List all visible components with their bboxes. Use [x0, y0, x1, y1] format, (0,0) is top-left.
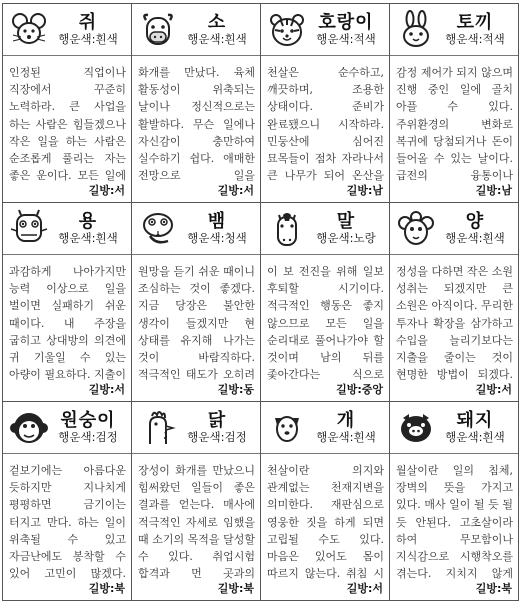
lucky-color: 행운색:검정 — [58, 430, 118, 445]
fortune-body — [132, 454, 260, 600]
zodiac-name: 토끼 — [456, 11, 494, 33]
lucky-direction: 길방:남 — [344, 182, 383, 198]
zodiac-card-6 — [132, 203, 261, 402]
zodiac-header — [3, 203, 131, 255]
zodiac-card-10 — [132, 402, 261, 601]
lucky-color: 행운색:흰색 — [445, 430, 505, 445]
horse-icon — [267, 209, 307, 249]
zodiac-name: 소 — [207, 11, 227, 33]
lucky-color: 행운색:흰색 — [187, 32, 247, 47]
zodiac-name: 개 — [336, 409, 356, 431]
zodiac-header — [390, 4, 518, 56]
lucky-direction: 길방:서 — [344, 580, 383, 596]
zodiac-titles — [436, 13, 514, 47]
zodiac-header — [3, 4, 131, 56]
zodiac-name: 용 — [78, 210, 98, 232]
zodiac-card-2 — [132, 4, 261, 203]
zodiac-header — [261, 4, 389, 56]
fortune-body — [132, 255, 260, 401]
zodiac-card-1 — [3, 4, 132, 203]
zodiac-name: 양 — [465, 210, 485, 232]
zodiac-header — [390, 402, 518, 454]
zodiac-titles — [436, 411, 514, 445]
lucky-direction: 길방:서 — [86, 381, 125, 397]
lucky-color: 행운색:노랑 — [316, 231, 376, 246]
snake-icon — [138, 209, 178, 249]
zodiac-titles — [436, 212, 514, 246]
fortune-text: 과감하게 나아가지만 능력 이상으로 일을 벌이면 실패하기 쉬운 때이다. 내 주장을 굽히고 상대방의 의견에 귀 기울일 수 있는 아량이 필요하다. 지출이 — [9, 265, 126, 380]
fortune-body — [3, 56, 131, 202]
zodiac-name: 원숭이 — [60, 409, 116, 431]
zodiac-titles — [307, 13, 385, 47]
zodiac-card-11 — [261, 402, 390, 601]
ox-icon — [138, 10, 178, 50]
fortune-text: 월살이란 일의 침체, 장벽의 뜻을 가지고 있다. 매사 일이 될 듯 될 듯 안된다. 고초살이라 하여 무모함이나 지식감으로 시행착오를 겪는다. 지치지 않게 — [396, 464, 513, 579]
fortune-body — [390, 255, 518, 401]
zodiac-header — [390, 203, 518, 255]
zodiac-name: 호랑이 — [318, 11, 374, 33]
zodiac-header — [3, 402, 131, 454]
lucky-direction: 길방:북 — [473, 580, 512, 596]
fortune-text: 천살이란 의지와 관계없는 천재지변을 의미한다. 재판심으로 영웅한 짓을 하게 되면 고립될 수도 있다. 마음은 있어도 몸이 따르지 않는다. 취침 시 — [267, 464, 384, 579]
zodiac-card-12 — [390, 402, 519, 601]
monkey-icon — [9, 408, 49, 448]
zodiac-name: 돼지 — [456, 409, 494, 431]
lucky-color: 행운색:청색 — [187, 231, 247, 246]
rooster-icon — [138, 408, 178, 448]
zodiac-titles — [307, 411, 385, 445]
lucky-direction: 길방:북 — [86, 580, 125, 596]
lucky-direction: 길방:중앙 — [333, 381, 383, 397]
fortune-body — [3, 255, 131, 401]
zodiac-card-7 — [261, 203, 390, 402]
fortune-text: 원망을 듣기 쉬운 때이니 조심하는 것이 좋겠다. 지금 당장은 불안한 생각이 들겠지만 현 상태를 유지해 나가는 것이 바람직하다. 적극적인 태도가 오히려 — [138, 265, 255, 380]
lucky-direction: 길방:남 — [473, 182, 512, 198]
lucky-direction: 길방:서 — [215, 182, 254, 198]
rat-icon — [9, 10, 49, 50]
lucky-color: 행운색:흰색 — [58, 32, 118, 47]
zodiac-titles — [49, 411, 127, 445]
sheep-icon — [396, 209, 436, 249]
lucky-direction: 길방:서 — [473, 381, 512, 397]
zodiac-card-4 — [390, 4, 519, 203]
zodiac-titles — [178, 212, 256, 246]
fortune-body — [261, 56, 389, 202]
fortune-text: 정성을 다하면 작은 소원 성취는 되겠지만 큰 소원은 아직이다. 무리한 투자나 확장을 삼가하고 수입을 늘리기보다는 지출을 줄이는 것이 현명한 방법이 되겠다. — [396, 265, 513, 380]
fortune-body — [132, 56, 260, 202]
fortune-body — [3, 454, 131, 600]
zodiac-header — [132, 203, 260, 255]
zodiac-name: 닭 — [207, 409, 227, 431]
tiger-icon — [267, 10, 307, 50]
dragon-icon — [9, 209, 49, 249]
lucky-direction: 길방:서 — [86, 182, 125, 198]
lucky-direction: 길방:북 — [215, 580, 254, 596]
fortune-text: 인정된 직업이나 직장에서 꾸준히 노력하라. 큰 사업을 하는 사람은 힘들겠으나 작은 일을 하는 사람은 순조롭게 풀리는 자는 좋은 운이다. 모든 일에 — [9, 66, 126, 181]
lucky-color: 행운색:검정 — [187, 430, 247, 445]
zodiac-name: 말 — [336, 210, 356, 232]
zodiac-header — [132, 4, 260, 56]
lucky-color: 행운색:적색 — [316, 32, 376, 47]
fortune-body — [261, 454, 389, 600]
fortune-text: 천살은 순수하고, 깨끗하며, 조용한 상태이다. 준비가 완료됐으니 시작하라. 민둥산에 심어진 묘목들이 점차 자라나서 큰 나무가 되어 온산을 — [267, 66, 384, 181]
fortune-body — [261, 255, 389, 401]
zodiac-titles — [49, 13, 127, 47]
zodiac-card-3 — [261, 4, 390, 203]
fortune-body — [390, 454, 518, 600]
zodiac-name: 쥐 — [78, 11, 98, 33]
lucky-direction: 길방:동 — [215, 381, 254, 397]
lucky-color: 행운색:흰색 — [58, 231, 118, 246]
lucky-color: 행운색:적색 — [445, 32, 505, 47]
zodiac-card-9 — [3, 402, 132, 601]
horoscope-grid — [2, 3, 519, 601]
fortune-text: 장성이 화개를 만났으니 힘써왔던 일들이 좋은 결과를 얻는다. 매사에 적극적인 자세로 임했을 때 소기의 목적을 달성할 수 있다. 취업시험 합격과 먼 곳과의 — [138, 464, 255, 579]
zodiac-titles — [178, 13, 256, 47]
zodiac-card-5 — [3, 203, 132, 402]
dog-icon — [267, 408, 307, 448]
pig-icon — [396, 408, 436, 448]
fortune-text: 이 보 전진을 위해 일보 후퇴할 시기이다. 적극적인 행동은 좋지 않으므로 모든 일을 순리대로 풀어나가야 할 것이며 남의 뒤를 좇아간다는 식으로 — [267, 265, 384, 380]
zodiac-header — [261, 203, 389, 255]
fortune-text: 화개를 만났다. 육체 활동성이 위축되는 날이나 정신적으로는 활발하다. 무슨 일에나 자신감이 충만하여 실수하기 쉽다. 애매한 전망으로 일을 — [138, 66, 255, 181]
zodiac-titles — [178, 411, 256, 445]
zodiac-titles — [307, 212, 385, 246]
zodiac-card-8 — [390, 203, 519, 402]
lucky-color: 행운색:흰색 — [445, 231, 505, 246]
rabbit-icon — [396, 10, 436, 50]
zodiac-header — [261, 402, 389, 454]
zodiac-name: 뱀 — [207, 210, 227, 232]
lucky-color: 행운색:흰색 — [316, 430, 376, 445]
zodiac-titles — [49, 212, 127, 246]
zodiac-header — [132, 402, 260, 454]
fortune-text: 감정 제어가 되지 않으며 진행 중인 일에 골치 아플 수 있다. 주위환경의 변화로 복귀에 당첨되거나 돈이 들어올 수 있는 날이다. 급전의 융통이나 — [396, 66, 513, 181]
fortune-body — [390, 56, 518, 202]
fortune-text: 겉보기에는 아름다운 듯하지만 지나치게 평평하면 금기이는 터지고 만다. 하는 일이 위축될 수 있고 자금난에도 봉착할 수 있어 고민이 많겠다. — [9, 464, 126, 579]
